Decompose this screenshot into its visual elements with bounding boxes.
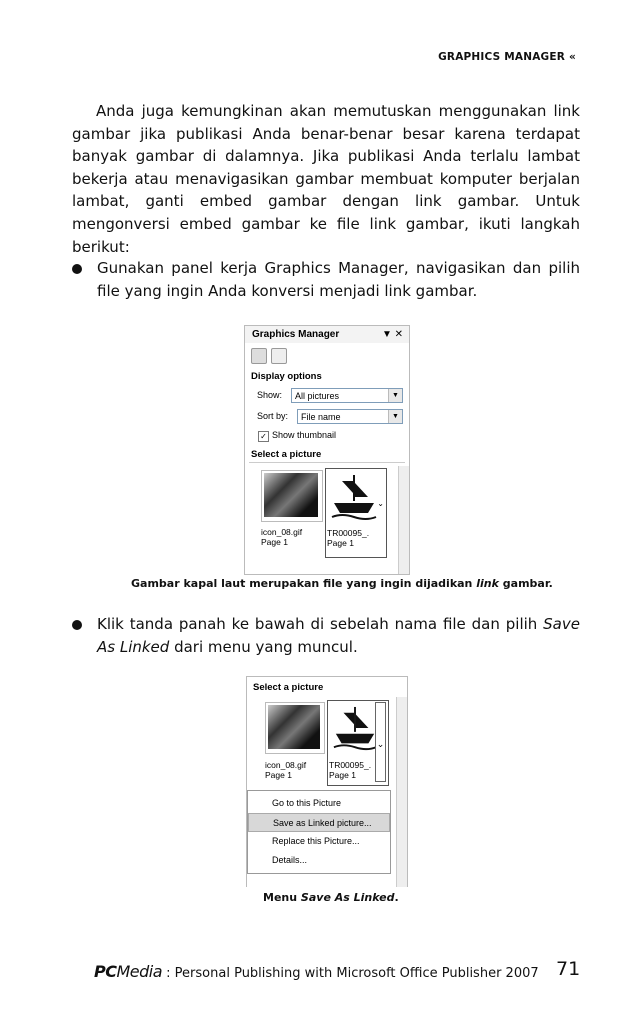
thumb1-page: Page 1 [261,537,288,547]
thumb2-page: Page 1 [327,538,354,548]
back-icon[interactable] [251,348,267,364]
running-head-title: GRAPHICS MANAGER [438,51,566,63]
bullet-2-italic: Save As Linked [97,615,580,656]
thumbnail-2-caption [327,528,369,548]
thumbnail-1[interactable] [265,702,325,754]
footer [94,962,539,981]
bullet-2-text [97,613,580,658]
menu-item-save-as-linked[interactable]: Save as Linked picture... [248,813,390,832]
ship-icon [330,473,378,523]
chevron-down-icon: ⌄ [376,739,385,749]
forward-icon[interactable] [271,348,287,364]
chevron-down-icon[interactable]: ▼ [388,389,402,402]
caption-2-post: . [394,891,399,904]
sort-select-value: File name [301,412,341,422]
show-select[interactable] [291,388,403,403]
show-select-value: All pictures [295,391,340,401]
menu-item-go-to-picture[interactable]: Go to this Picture [272,798,342,808]
footer-text: : Personal Publishing with Microsoft Office Publisher 2007 [166,966,539,981]
caption-1-pre: Gambar kapal laut merupakan file yang ingin dijadikan [131,577,473,590]
bullet-item-2 [72,613,580,658]
thumbnail-1-caption [265,760,306,780]
thumb1-name: icon_08.gif [261,527,303,537]
bullet-dot-icon [72,264,82,274]
intro-text: Anda juga kemungkinan akan memutuskan menggunakan link gambar jika publikasi Anda benar-benar besar karena terdapat banyak gambar di dalamnya. Jika publikasi Anda terlalu lambat bekerja atau menavigasikan gambar membuat komputer berjalan lambat, ganti embed gambar dengan link gambar. Untuk mengonversi embed gambar ke file link gambar, ikuti langkah berikut: [72,102,580,256]
thumb2-name: TR00095_. [327,528,370,538]
pcmedia-logo [94,962,162,981]
thumb1-page: Page 1 [265,770,292,780]
thumbnail-2-caption [329,760,371,780]
intro-paragraph [72,100,580,258]
bullet-2-post: dari menu yang muncul. [174,637,358,656]
scrollbar[interactable] [396,697,407,887]
page-number: 71 [556,958,581,980]
logo-media: Media [116,962,163,981]
show-thumbnail-label: Show thumbnail [272,430,337,440]
running-head [438,51,576,63]
bullet-2-pre: Klik tanda panah ke bawah di sebelah nama file dan pilih [97,615,538,633]
chevron-down-icon[interactable]: ▼ [388,410,402,423]
panel-titlebar [245,326,409,343]
sort-label: Sort by: [257,411,289,421]
thumbnail-1[interactable] [261,470,323,522]
figure-2-caption [263,891,399,904]
ship-icon [332,705,378,753]
graphics-manager-panel [244,325,410,575]
running-head-mark: « [569,51,576,63]
bullet-1-text: Gunakan panel kerja Graphics Manager, navigasikan dan pilih file yang ingin Anda konversi menjadi link gambar. [97,259,580,300]
panel-title: Graphics Manager [252,329,340,340]
context-menu [247,790,391,874]
logo-pc: PC [94,962,117,981]
bullet-item-1 [72,257,580,302]
portrait-image [264,473,318,517]
panel-nav [251,348,291,362]
sort-select[interactable] [297,409,403,424]
display-options-heading: Display options [251,371,322,382]
show-label: Show: [257,390,283,400]
menu-item-details[interactable]: Details... [272,855,308,865]
panel-controls-icon[interactable]: ▼ ✕ [381,329,403,340]
thumbnail-dropdown-arrow[interactable] [375,702,386,782]
select-picture-heading: Select a picture [251,449,322,460]
caption-1-italic: link [476,577,499,590]
menu-item-replace-picture[interactable]: Replace this Picture... [272,836,360,846]
caption-2-pre: Menu [263,891,298,904]
portrait-image [268,705,320,749]
caption-2-italic: Save As Linked [300,891,395,904]
thumbnail-2[interactable] [325,468,387,558]
scrollbar[interactable] [398,466,409,574]
caption-1-post: gambar. [502,577,553,590]
figure-1-caption [131,577,553,590]
thumbnail-1-caption [261,527,302,547]
bullet-dot-icon [72,620,82,630]
chevron-down-icon[interactable]: ⌄ [377,499,384,508]
thumb1-name: icon_08.gif [265,760,307,770]
thumb2-name: TR00095_. [329,760,372,770]
show-thumbnail-checkbox[interactable]: ✓ [258,431,269,442]
select-picture-panel [246,676,408,887]
select-picture-heading: Select a picture [253,682,324,693]
thumb2-page: Page 1 [329,770,356,780]
